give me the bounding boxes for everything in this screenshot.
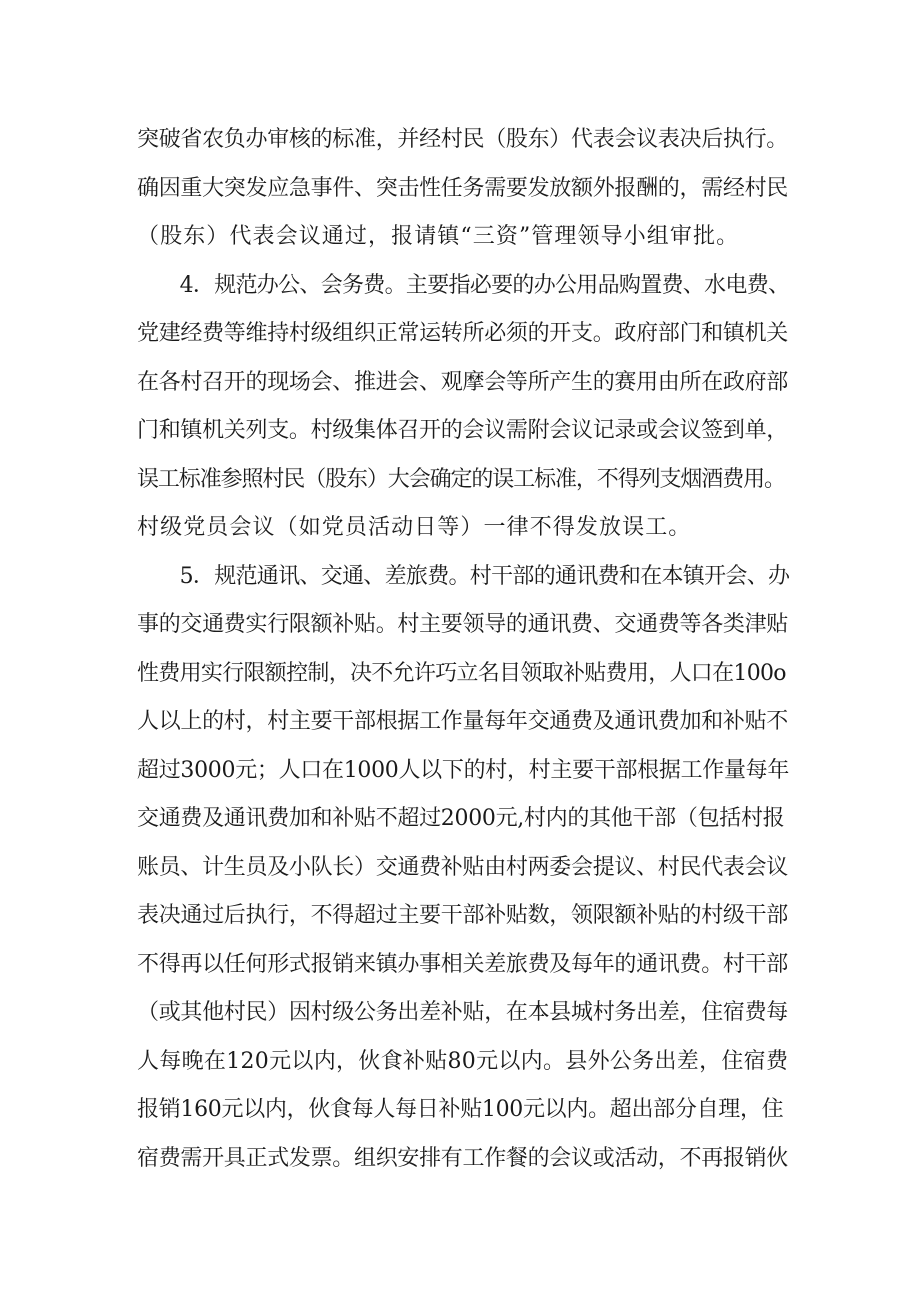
text-line: 人每晚在120元以内，伙食补贴80元以内。县外公务出差，住宿费 bbox=[137, 1048, 789, 1074]
text-line: 在各村召开的现场会、推进会、观摩会等所产生的赛用由所在政府部 bbox=[137, 369, 789, 395]
text-line: 表决通过后执行，不得超过主要干部补贴数，领限额补贴的村级干部 bbox=[137, 903, 789, 928]
text-line: 确因重大突发应急事件、突击性任务需要发放额外报酬的，需经村民 bbox=[137, 175, 789, 201]
text-line: 村级党员会议（如党员活动日等）一律不得发放误工。 bbox=[137, 515, 692, 540]
text-line: （或其他村民）因村级公务出差补贴，在本县城村务出差，住宿费每 bbox=[137, 1000, 789, 1025]
text-line: 事的交通费实行限额补贴。村主要领导的通讯费、交通费等各类津贴 bbox=[137, 612, 789, 637]
text-line: 性费用实行限额控制，决不允许巧立名目领取补贴费用，人口在100o bbox=[137, 660, 786, 686]
text-line: 宿费需开具正式发票。组织安排有工作餐的会议或活动，不再报销伙 bbox=[137, 1145, 789, 1171]
text-line: 人以上的村，村主要干部根据工作量每年交通费及通讯费加和补贴不 bbox=[137, 709, 789, 734]
text-line: 党建经费等维持村级组织正常运转所必须的开支。政府部门和镇机关 bbox=[137, 321, 789, 346]
paragraph-item-4-office-meeting-fees bbox=[137, 262, 789, 553]
text-line: （股东）代表会议通过，报请镇“三资”管理领导小组审批。 bbox=[137, 224, 740, 249]
document-body bbox=[137, 116, 789, 1183]
text-line: 5．规范通讯、交通、差旅费。村干部的通讯费和在本镇开会、办 bbox=[137, 563, 790, 589]
text-line: 超过3000元；人口在1000人以下的村，村主要干部根据工作量每年 bbox=[137, 757, 790, 783]
text-line: 门和镇机关列支。村级集体召开的会议需附会议记录或会议签到单， bbox=[137, 418, 789, 443]
text-line: 报销160元以内，伙食每人每日补贴100元以内。超出部分自理，住 bbox=[137, 1097, 784, 1122]
text-line: 4．规范办公、会务费。主要指必要的办公用品购置费、水电费、 bbox=[137, 272, 790, 298]
text-line: 不得再以任何形式报销来镇办事相关差旅费及每年的通讯费。村干部 bbox=[137, 951, 789, 977]
text-line: 交通费及通讯费加和补贴不超过2000元,村内的其他干部（包括村报 bbox=[137, 806, 785, 831]
text-line: 账员、计生员及小队长）交通费补贴由村两委会提议、村民代表会议 bbox=[137, 854, 789, 880]
text-line: 突破省农负办审核的标准，并经村民（股东）代表会议表决后执行。 bbox=[137, 127, 789, 152]
paragraph-1-continuation bbox=[137, 116, 789, 262]
text-line: 误工标准参照村民（股东）大会确定的误工标准，不得列支烟酒费用。 bbox=[137, 466, 785, 492]
paragraph-item-5-communication-travel-fees bbox=[137, 553, 789, 1184]
